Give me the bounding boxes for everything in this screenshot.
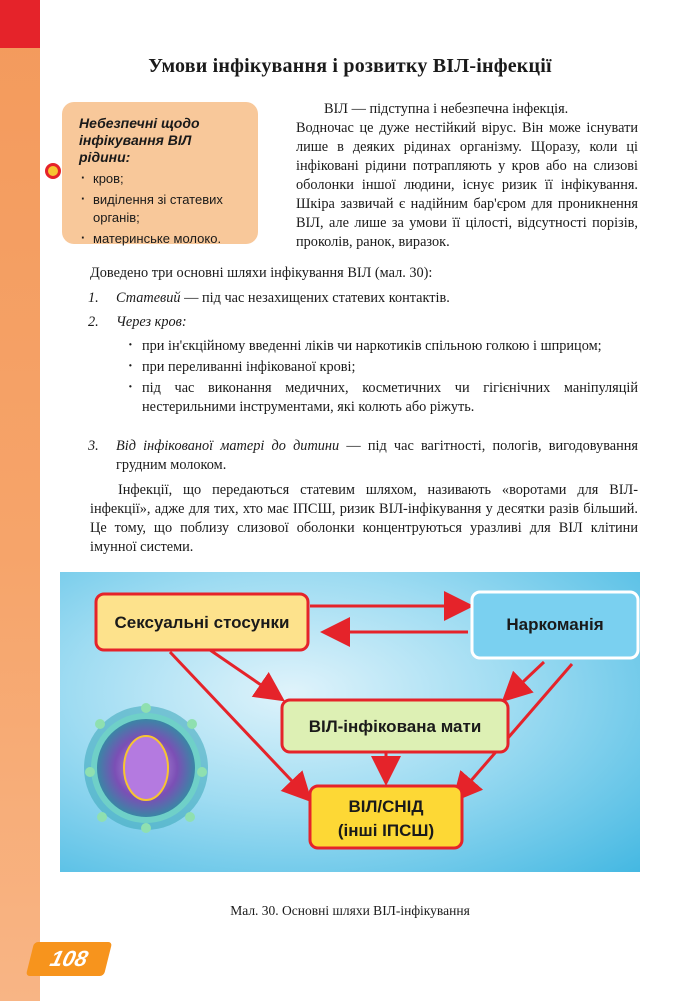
intro-line: ВІЛ — підступна і небезпечна інфекція. [324,101,569,117]
box-infected-mother [282,700,508,752]
way-number: 3. [88,438,99,454]
diagram-svg [60,572,640,872]
box-sexual-label: Сексуальні стосунки [114,613,290,632]
box-hiv-aids [310,786,462,848]
info-sidebox [62,102,258,244]
transmission-diagram [60,572,640,872]
box-hiv-label-line2: (інші ІПСШ) [337,821,435,840]
list-item: · при переливанні інфікованої крові; [128,358,638,377]
box-drug-addiction [472,592,638,658]
way-description: — під час вагітності, пологів, вигодовування грудним молоком. [116,438,638,473]
way-name: Через кров: [116,314,187,330]
box-mother-label: ВІЛ-інфікована мати [308,717,482,736]
figure-caption: Мал. 30. Основні шляхи ВІЛ-інфікування [230,903,470,918]
ways-intro: Доведено три основні шляхи інфікування ВІЛ (мал. 30): [90,265,433,281]
list-item: · при ін'єкційному введенні ліків чи наркотиків спільною голкою і шприцом; [128,337,638,356]
list-item: · кров; [79,170,246,188]
page-title: Умови інфікування і розвитку ВІЛ-інфекції [148,55,552,77]
virus-illustration [84,703,208,833]
bullet-marker-icon [45,163,61,179]
way-item-1 [88,289,638,308]
list-item: · виділення зі статевих органів; [79,191,246,227]
box-sexual-relations [96,594,308,650]
gates-paragraph [90,481,638,557]
sidebox-title: Небезпечні щодо інфікування ВІЛ рідини: [79,115,200,165]
page-number: 108 [26,942,112,976]
way-description: — під час незахищених статевих контактів. [180,290,450,306]
intro-text: Водночас це дуже нестійкий вірус. Він може існувати лише в деяких рідинах організму. Щоразу, коли ці інфіковані рідини потрапляють у кров або на слизові оболонки іншої людини, існує ризик її інфікування. Шкіра зазвичай є надійним бар'єром для проникнення ВІЛ, але лише за умови її цілості, відсутності порізів, проколів, ранок, виразок. [296,120,638,250]
way-name: Статевий [116,290,181,306]
list-item: · під час виконання медичних, косметичних чи гігієнічних маніпуляцій нестерильними інструментами, які колють або ріжуть. [128,379,638,417]
box-hiv-label-line1: ВІЛ/СНІД [348,797,424,816]
blood-bullet-list [128,337,638,419]
gates-text: Інфекції, що передаються статевим шляхом, називають «воротами для ВІЛ-інфекції», адже для тих, хто має ІПСШ, ризик ВІЛ-інфікування у десятки разів більший. Це тому, що поблизу слизової оболонки концентруються уразливі для ВІЛ клітини імунної системи. [90,482,638,555]
intro-paragraph [296,100,638,252]
side-color-strip [0,0,40,1001]
way-number: 1. [88,290,99,306]
box-drugs-label: Наркоманія [506,615,604,634]
way-item-3 [88,437,638,475]
way-number: 2. [88,314,99,330]
sidebox-list [79,170,246,248]
chapter-red-marker [0,0,40,48]
list-item: · материнське молоко. [79,230,246,248]
arrow-sexual-to-mother [210,650,280,698]
arrow-drugs-to-mother [506,662,544,698]
way-name: Від інфікованої матері до дитини [116,438,340,454]
way-item-2 [88,313,638,332]
